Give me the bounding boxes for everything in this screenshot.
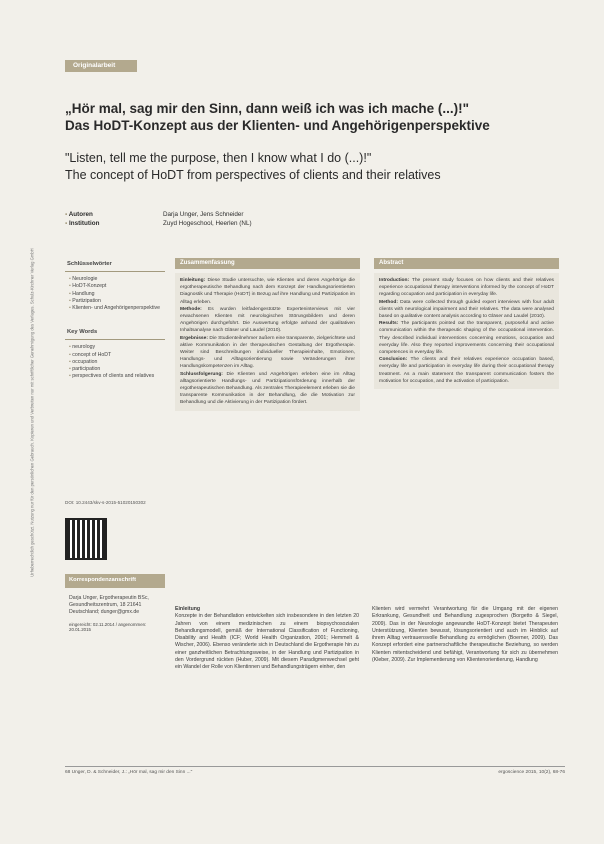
doi: DOI: 10.2443/skv-s-2015-51020150302 <box>65 500 146 506</box>
left-column <box>65 258 165 636</box>
introduction-section <box>175 606 359 672</box>
copyright-sidebar: Urheberrechtlich geschützt. Nutzung nur für den persönlichen Gebrauch. Kopieren und Verbreiten nur mit schriftlicher Genehmigung des Verlages. Schulz-Kirchner Verlag GmbH <box>29 248 35 577</box>
keyword: ▪ participation <box>69 366 165 373</box>
label: Einleitung: <box>180 278 206 283</box>
title-en-line1: "Listen, tell me the purpose, then I know what I do (...)!" <box>65 151 372 165</box>
keyword: ▪ concept of HoDT <box>69 352 165 359</box>
correspondence-heading: Korrespondenzanschrift <box>65 574 165 587</box>
abstract-text: Es wurden leitfadengestützte Experteninterviews mit vier erwachsenen Klienten mit neurologischen Störungsbildern und deren Angehörigen durchgeführt. Die Auswertung erfolgte anhand der qualitativen Inhaltsanalyse nach Gläser und Laudel (2010). <box>180 306 355 334</box>
keyword: ▪ Klienten- und Angehörigenperspektive <box>69 305 165 312</box>
keyword: ▪ neurology <box>69 344 165 351</box>
title-english <box>65 150 575 184</box>
keyword: ▪ Neurologie <box>69 276 165 283</box>
abstract-de-heading: Zusammenfassung <box>175 258 360 269</box>
keywords-en-list <box>65 344 165 380</box>
qr-code-icon[interactable] <box>65 518 107 560</box>
abstract-en-body <box>374 273 559 389</box>
label: Method: <box>379 299 399 305</box>
keyword: ▪ Partizipation <box>69 298 165 305</box>
section-label: Originalarbeit <box>65 60 137 72</box>
abstract-de-body <box>175 273 360 411</box>
label: Ergebnisse: <box>180 335 208 341</box>
abstract-text: Die Klienten und Angehörigen erleben eine im Alltag alltagsorientierte Handlungs- und Partizipationsförderung innerhalb der ergotherapeutischen Behandlung. Als zentrales Therapieelement erleben sie die transparente Kommunikation in der Behandlung, die die Motivation zur Behandlung und die Aktivierung in der Partizipation fördert. <box>180 371 355 406</box>
keyword: ▪ perspectives of clients and relatives <box>69 373 165 380</box>
authors-label: ▪ Autoren <box>65 210 163 219</box>
label: Introduction: <box>379 278 410 283</box>
abstract-text: Die Studienteilnehmer äußern eine transparente, zielgerichtete und aktive Kommunikation in der therapeutischen Gestaltung der Ergotherapie. Weiter sind Beschreibungen individueller Therapieinhalte, Emotionen, Handlungs- und Alltagsorientierung sowie Veränderungen ihrer Handlungskompetenzen im Alltag. <box>180 335 356 370</box>
page-footer <box>65 766 565 775</box>
correspondence-box <box>65 574 165 636</box>
submission-note: eingereicht: 02.11.2014 / angenommen: 20.01.2015 <box>69 621 147 633</box>
introduction-heading: Einleitung <box>175 606 201 612</box>
abstract-text: Data were collected through guided expert interviews with four adult clients with neurological impairment and their relatives. The data were analysed based on qualitative content analysis according to Gläser and Laudel (2010). <box>379 299 554 320</box>
abstract-german <box>175 258 360 411</box>
keywords-en-heading: Key Words <box>65 326 165 340</box>
correspondence-text: Darja Unger, Ergotherapeutin BSc, Gesundheitszentrum, 18 21641 Deutschland; dunger@gmx.de <box>69 594 149 615</box>
label: Conclusion: <box>379 357 408 363</box>
keyword: ▪ occupation <box>69 359 165 366</box>
title-en-line2: The concept of HoDT from perspectives of clients and their relatives <box>65 168 441 182</box>
footer-right: ergoscience 2015, 10(2), 68-76 <box>498 770 565 775</box>
abstract-en-heading: Abstract <box>374 258 559 269</box>
abstract-english <box>374 258 559 389</box>
keyword: ▪ HoDT-Konzept <box>69 283 165 290</box>
article-meta <box>65 210 252 228</box>
label: Methode: <box>180 306 202 312</box>
institution-label: ▪ Institution <box>65 219 163 228</box>
label: Results: <box>379 321 399 327</box>
institution: Zuyd Hogeschool, Heerlen (NL) <box>163 220 252 227</box>
title-de-line1: „Hör mal, sag mir den Sinn, dann weiß ich was ich mache (...)!" <box>65 101 469 116</box>
abstract-text: The present study focuses on how clients and their relatives experience occupational therapy interventions informed by the concept of HoDT regarding occupation and participation in everyday life. <box>379 278 555 298</box>
abstract-text: The participants pointed out the transparent, purposeful and active communication within the therapeutic shaping of the occupational intervention. They described individual interventions concerning emotions, occupation and everyday life. Also they reported improvements concerning their occupational competences in everyday life. <box>379 321 554 356</box>
introduction-text: Konzepte in der Behandlation entwickelten sich insbesondere in den letzten 20 Jahren von einem medizinischen zu einem biopsychosozialen Behandlungsmodell, gemäß der International Classification of Functioning, Disability and Health (ICF; World Health Organization, 2001; Hemmelt & Wischer, 2006). Ebenso veränderte sich in Deutschland die Ergotherapie hin zu einer ganzheitlichen Betrachtungsweise, in der Handlung und Partizipation in den Vordergrund rückten (Huber, 2009). Mit diesem Paradigmenwechsel geht ein Wandel der Rolle von Klientinnen und Behandlungsträgern einher, den <box>175 613 359 671</box>
title-de-line2: Das HoDT-Konzept aus der Klienten- und Angehörigenperspektive <box>65 118 490 133</box>
keywords-de-heading: Schlüsselwörter <box>65 258 165 272</box>
title-german <box>65 100 575 134</box>
authors: Darja Unger, Jens Schneider <box>163 211 244 218</box>
body-column-2: Klienten wird vermehrt Verantwortung für die Umgang mit der eigenen Erkrankung, Gesundheit und Behandlung zugesprochen (Borgetto & Siegel, 2009). Das in der Neurologie angewandte HoDT-Konzept bietet Therapeuten Unterstützung, Klienten bewusst, lösungsorientiert und auch im Hinblick auf ihrem Alltag vertrauensvolle Behandlung zu ermöglichen (Boerner, 2009). Das Konzept erfordert eine partnerschaftliche therapeutische Beziehung, so werden Klienten mitentscheidend und befähigt, Verantwortung für sich zu übernehmen (Kleber, 2009). Zur Implementierung von Klientenorientierung, Handlung <box>372 606 558 664</box>
keyword: ▪ Handlung <box>69 291 165 298</box>
label: Schlussfolgerung: <box>180 371 223 377</box>
keywords-de-list <box>65 276 165 312</box>
abstract-text: The clients and their relatives experience occupation based, everyday life and participation in everyday life during their occupational therapy treatment. As a main statement the transparent communication fosters the motivation for occupation, and the activation of participation. <box>379 357 554 384</box>
footer-left: 68 Unger, D. & Schneider, J.: „Hör mal, sag mir den Sinn ..." <box>65 770 193 775</box>
abstract-text: Diese Studie untersuchte, wie Klienten und deren Angehörige die ergotherapeutische Behandlung nach dem Konzept der Handlungsorientierten Diagnostik und Therapie (HoDT) in Bezug auf ihre Handlung und Partizipation im Alltag erleben. <box>180 278 356 305</box>
